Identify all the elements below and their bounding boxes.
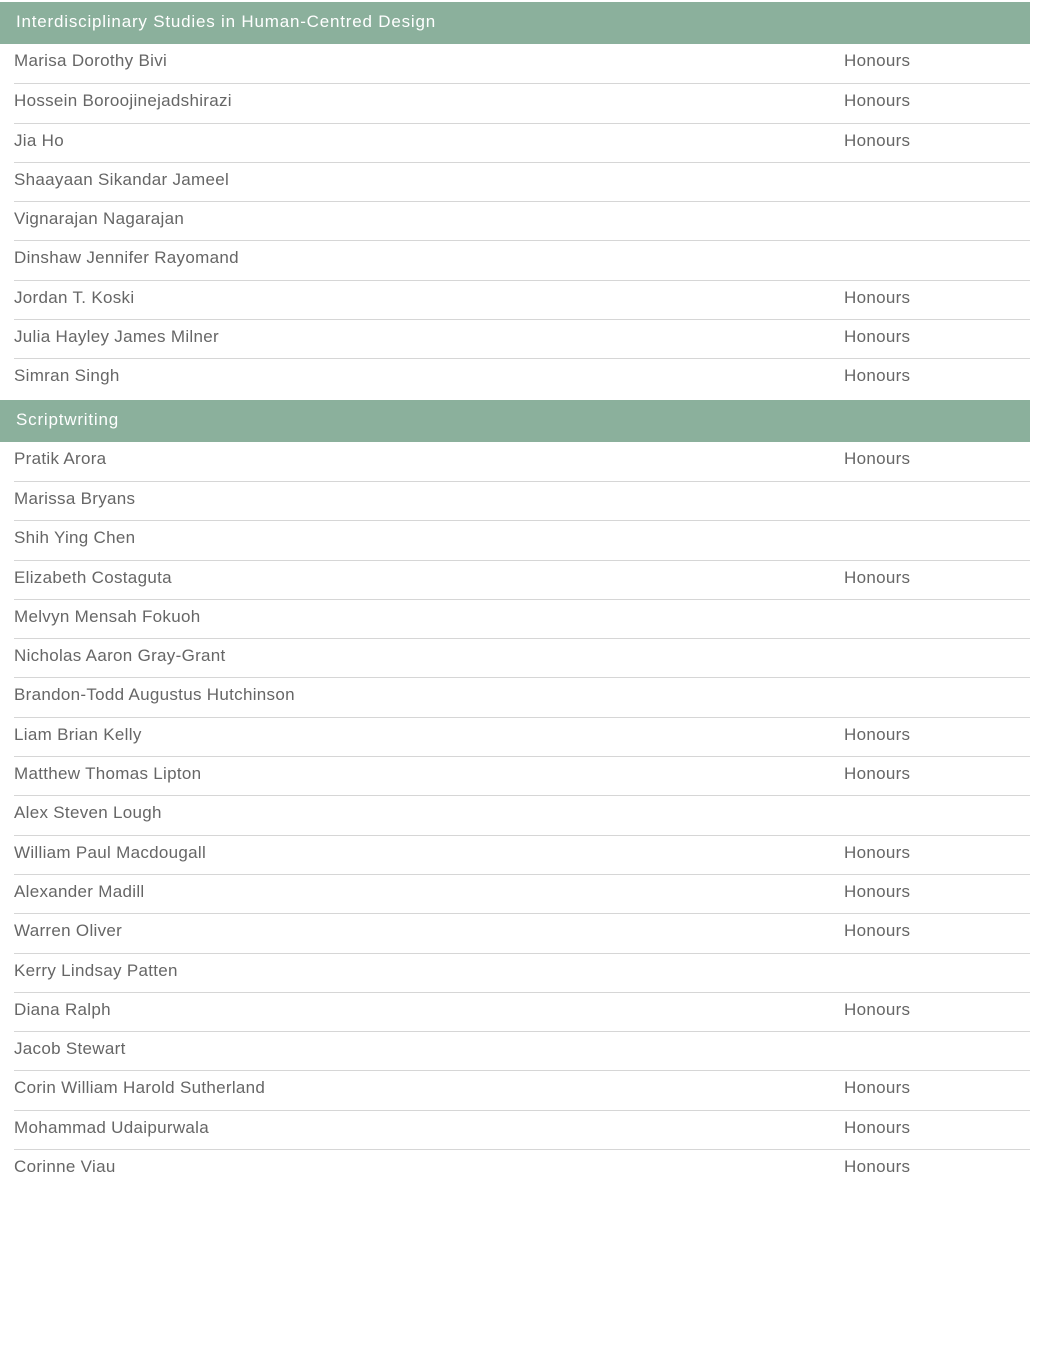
graduate-rows — [14, 44, 1030, 398]
honours-label: Honours — [844, 842, 911, 862]
honours-label: Honours — [844, 327, 911, 347]
graduate-row — [14, 240, 1030, 279]
graduate-row — [14, 795, 1030, 834]
section-scriptwriting — [0, 400, 1030, 1189]
graduate-name: Warren Oliver — [14, 921, 123, 941]
graduate-name: Julia Hayley James Milner — [14, 327, 219, 347]
graduate-row — [14, 1149, 1030, 1188]
honours-label: Honours — [844, 130, 911, 150]
graduate-name: Jia Ho — [14, 130, 64, 150]
graduate-row — [14, 520, 1030, 559]
section-human-centred-design — [0, 2, 1030, 398]
graduate-row — [14, 638, 1030, 677]
graduate-name: Matthew Thomas Lipton — [14, 764, 202, 784]
graduate-name: Nicholas Aaron Gray-Grant — [14, 646, 226, 666]
graduate-name: Hossein Boroojinejadshirazi — [14, 91, 232, 111]
graduate-row — [14, 201, 1030, 240]
graduate-name: Shih Ying Chen — [14, 528, 136, 548]
graduate-row — [14, 992, 1030, 1031]
graduate-name: Corinne Viau — [14, 1157, 116, 1177]
graduate-row — [14, 677, 1030, 716]
graduate-row — [14, 874, 1030, 913]
honours-label: Honours — [844, 764, 911, 784]
graduate-name: Alex Steven Lough — [14, 803, 162, 823]
graduate-row — [14, 953, 1030, 992]
honours-label: Honours — [844, 567, 911, 587]
graduate-name: Pratik Arora — [14, 448, 107, 468]
graduate-row — [14, 83, 1030, 122]
graduate-name: Dinshaw Jennifer Rayomand — [14, 248, 239, 268]
graduate-name: Kerry Lindsay Patten — [14, 960, 178, 980]
honours-label: Honours — [844, 366, 911, 386]
honours-label: Honours — [844, 1078, 911, 1098]
section-title: Interdisciplinary Studies in Human-Centred Design — [0, 2, 1030, 44]
graduate-name: Simran Singh — [14, 366, 120, 386]
section-title: Scriptwriting — [0, 400, 1030, 442]
graduates-list — [0, 2, 1030, 1188]
honours-label: Honours — [844, 921, 911, 941]
graduate-row — [14, 756, 1030, 795]
graduate-row — [14, 123, 1030, 162]
graduate-row — [14, 481, 1030, 520]
honours-label: Honours — [844, 287, 911, 307]
honours-label: Honours — [844, 724, 911, 744]
honours-label: Honours — [844, 91, 911, 111]
graduate-name: Alexander Madill — [14, 881, 145, 901]
graduate-name: Marisa Dorothy Bivi — [14, 51, 168, 70]
honours-label: Honours — [844, 51, 911, 70]
graduate-row — [14, 717, 1030, 756]
graduate-row — [14, 44, 1030, 83]
graduate-row — [14, 835, 1030, 874]
graduate-row — [14, 358, 1030, 397]
graduate-name: Shaayaan Sikandar Jameel — [14, 169, 230, 189]
graduate-row — [14, 280, 1030, 319]
graduate-name: Diana Ralph — [14, 999, 111, 1019]
graduate-name: Elizabeth Costaguta — [14, 567, 172, 587]
graduate-name: William Paul Macdougall — [14, 842, 207, 862]
graduate-name: Mohammad Udaipurwala — [14, 1117, 209, 1137]
graduate-rows — [14, 442, 1030, 1189]
graduate-row — [14, 913, 1030, 952]
honours-label: Honours — [844, 999, 911, 1019]
graduate-row — [14, 162, 1030, 201]
graduate-name: Jordan T. Koski — [14, 287, 135, 307]
graduate-name: Marissa Bryans — [14, 488, 136, 508]
graduate-row — [14, 1031, 1030, 1070]
honours-label: Honours — [844, 1117, 911, 1137]
graduate-row — [14, 442, 1030, 481]
graduate-name: Melvyn Mensah Fokuoh — [14, 606, 201, 626]
graduate-name: Brandon-Todd Augustus Hutchinson — [14, 685, 295, 705]
honours-label: Honours — [844, 881, 911, 901]
graduate-name: Jacob Stewart — [14, 1039, 126, 1059]
graduate-row — [14, 560, 1030, 599]
graduate-row — [14, 599, 1030, 638]
graduate-name: Vignarajan Nagarajan — [14, 209, 185, 229]
honours-label: Honours — [844, 1157, 911, 1177]
graduate-row — [14, 1070, 1030, 1109]
graduate-name: Liam Brian Kelly — [14, 724, 142, 744]
honours-label: Honours — [844, 448, 911, 468]
graduate-row — [14, 319, 1030, 358]
graduate-row — [14, 1110, 1030, 1149]
graduate-name: Corin William Harold Sutherland — [14, 1078, 266, 1098]
